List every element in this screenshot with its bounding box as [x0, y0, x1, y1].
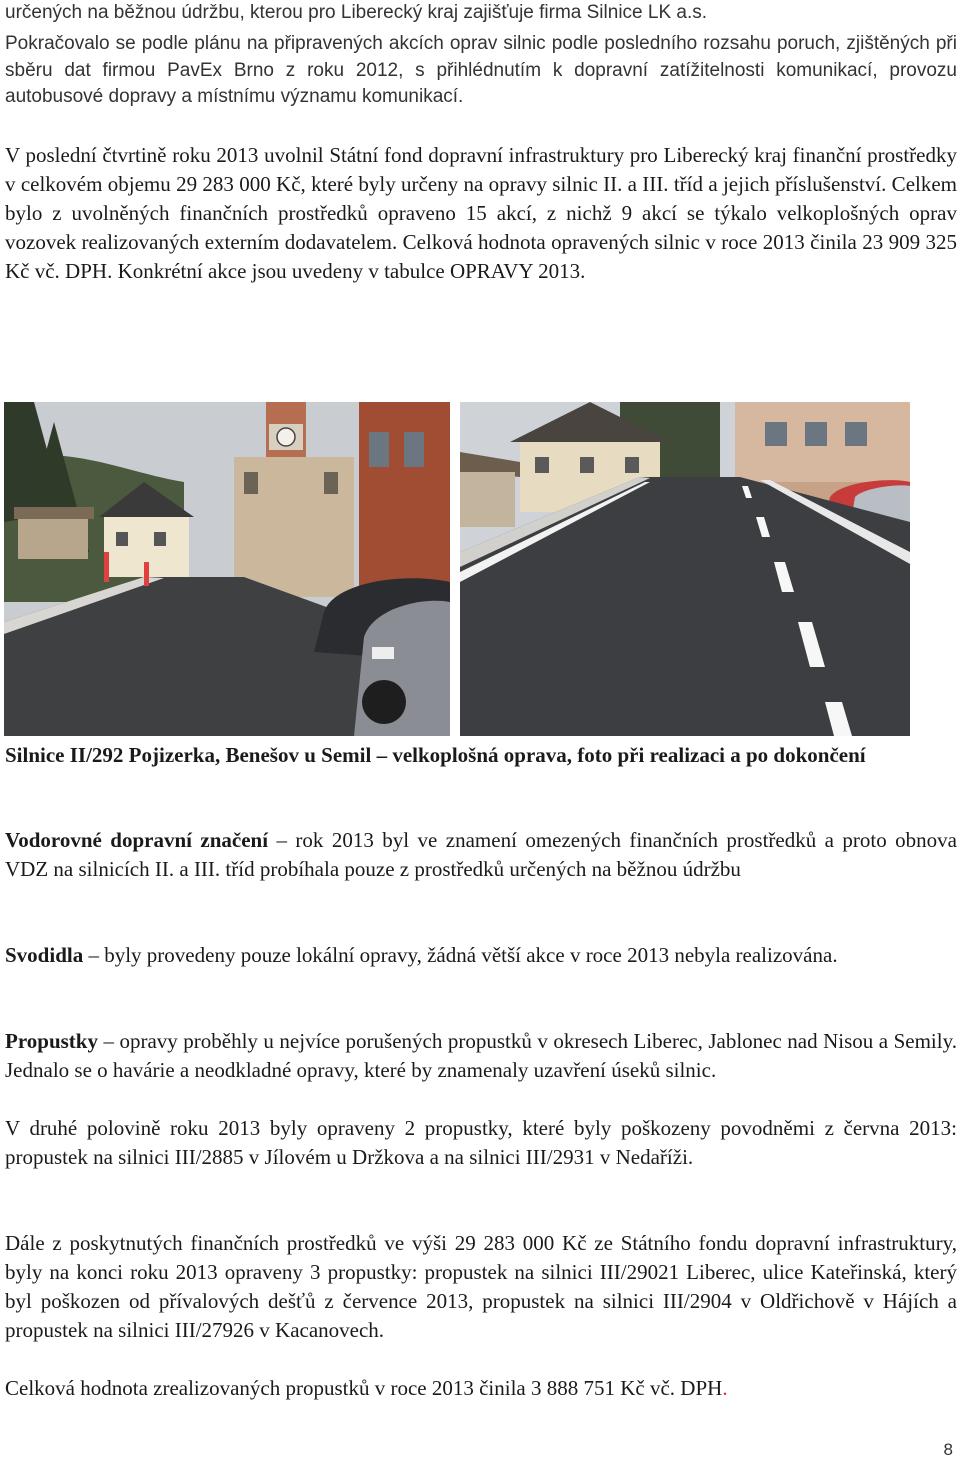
propustky-paragraph	[5, 1027, 957, 1085]
propustky-text: – opravy proběhly u nejvíce porušených propustků v okresech Liberec, Jablonec nad Nisou a Semily. Jednalo se o havárie a neodkladné opravy, které by znamenaly uzavření úseků silnic.	[5, 1029, 957, 1082]
funding-paragraph: V poslední čtvrtině roku 2013 uvolnil Státní fond dopravní infrastruktury pro Liberecký kraj finanční prostředky v celkovém objemu 29 283 000 Kč, které byly určeny na opravy silnic II. a III. tříd a jejich příslušenství. Celkem bylo z uvolněných finančních prostředků opraveno 15 akcí, z nichž 9 akcí se týkalo velkoplošných oprav vozovek realizovaných externím dodavatelem. Celková hodnota opravených silnic v roce 2013 činila 23 909 325 Kč vč. DPH. Konkrétní akce jsou uvedeny v tabulce OPRAVY 2013.	[5, 143, 957, 283]
vdz-text: – rok 2013 byl ve znamení omezených finančních prostředků a proto obnova VDZ na silnicích II. a III. tříd probíhala pouze z prostředků určených na běžnou údržbu	[5, 828, 957, 881]
svodidla-paragraph	[5, 941, 957, 970]
svodidla-text: – byly provedeny pouze lokální opravy, žádná větší akce v roce 2013 nebyla realizována.	[83, 943, 838, 967]
total-dot: .	[722, 1376, 728, 1400]
vdz-heading: Vodorovné dopravní značení	[5, 828, 269, 852]
vdz-paragraph	[5, 826, 957, 884]
intro-paragraph: Pokračovalo se podle plánu na připravených akcích oprav silnic podle posledního rozsahu poruch, zjištěných při sběru dat firmou PavEx Brno z roku 2012, s přihlédnutím k dopravní zatížitelnosti komunikací, provozu autobusové dopravy a místnímu významu komunikací.	[5, 33, 957, 107]
further-paragraph: Dále z poskytnutých finančních prostředků ve výši 29 283 000 Kč ze Státního fondu dopravní infrastruktury, byly na konci roku 2013 opraveny 3 propustky: propustek na silnici III/29021 Liberec, ulice Kateřinská, který byl poškozen od přívalových dešťů z července 2013, propustek na silnici III/2904 v Oldřichově v Hájích a propustek na silnici III/27926 v Kacanovech.	[5, 1231, 957, 1342]
photo-during-repair	[4, 402, 450, 736]
page-number: 8	[943, 1440, 953, 1459]
photo-during-repair-image	[4, 402, 450, 736]
photo-after-completion-image	[460, 402, 910, 736]
intro-line: určených na běžnou údržbu, kterou pro Liberecký kraj zajišťuje firma Silnice LK a.s.	[5, 2, 708, 23]
second-half-paragraph: V druhé polovině roku 2013 byly opraveny 2 propustky, které byly poškozeny povodněmi z června 2013: propustek na silnici III/2885 v Jílovém u Držkova a na silnici III/2931 v Nedaříži.	[5, 1116, 957, 1169]
total-paragraph	[5, 1374, 957, 1403]
svodidla-heading: Svodidla	[5, 943, 84, 967]
photo-after-completion	[460, 402, 910, 736]
total-text: Celková hodnota zrealizovaných propustků v roce 2013 činila 3 888 751 Kč vč. DPH	[5, 1376, 723, 1400]
propustky-heading: Propustky	[5, 1029, 98, 1053]
photo-caption: Silnice II/292 Pojizerka, Benešov u Semil – velkoplošná oprava, foto při realizaci a po dokončení	[5, 743, 866, 767]
